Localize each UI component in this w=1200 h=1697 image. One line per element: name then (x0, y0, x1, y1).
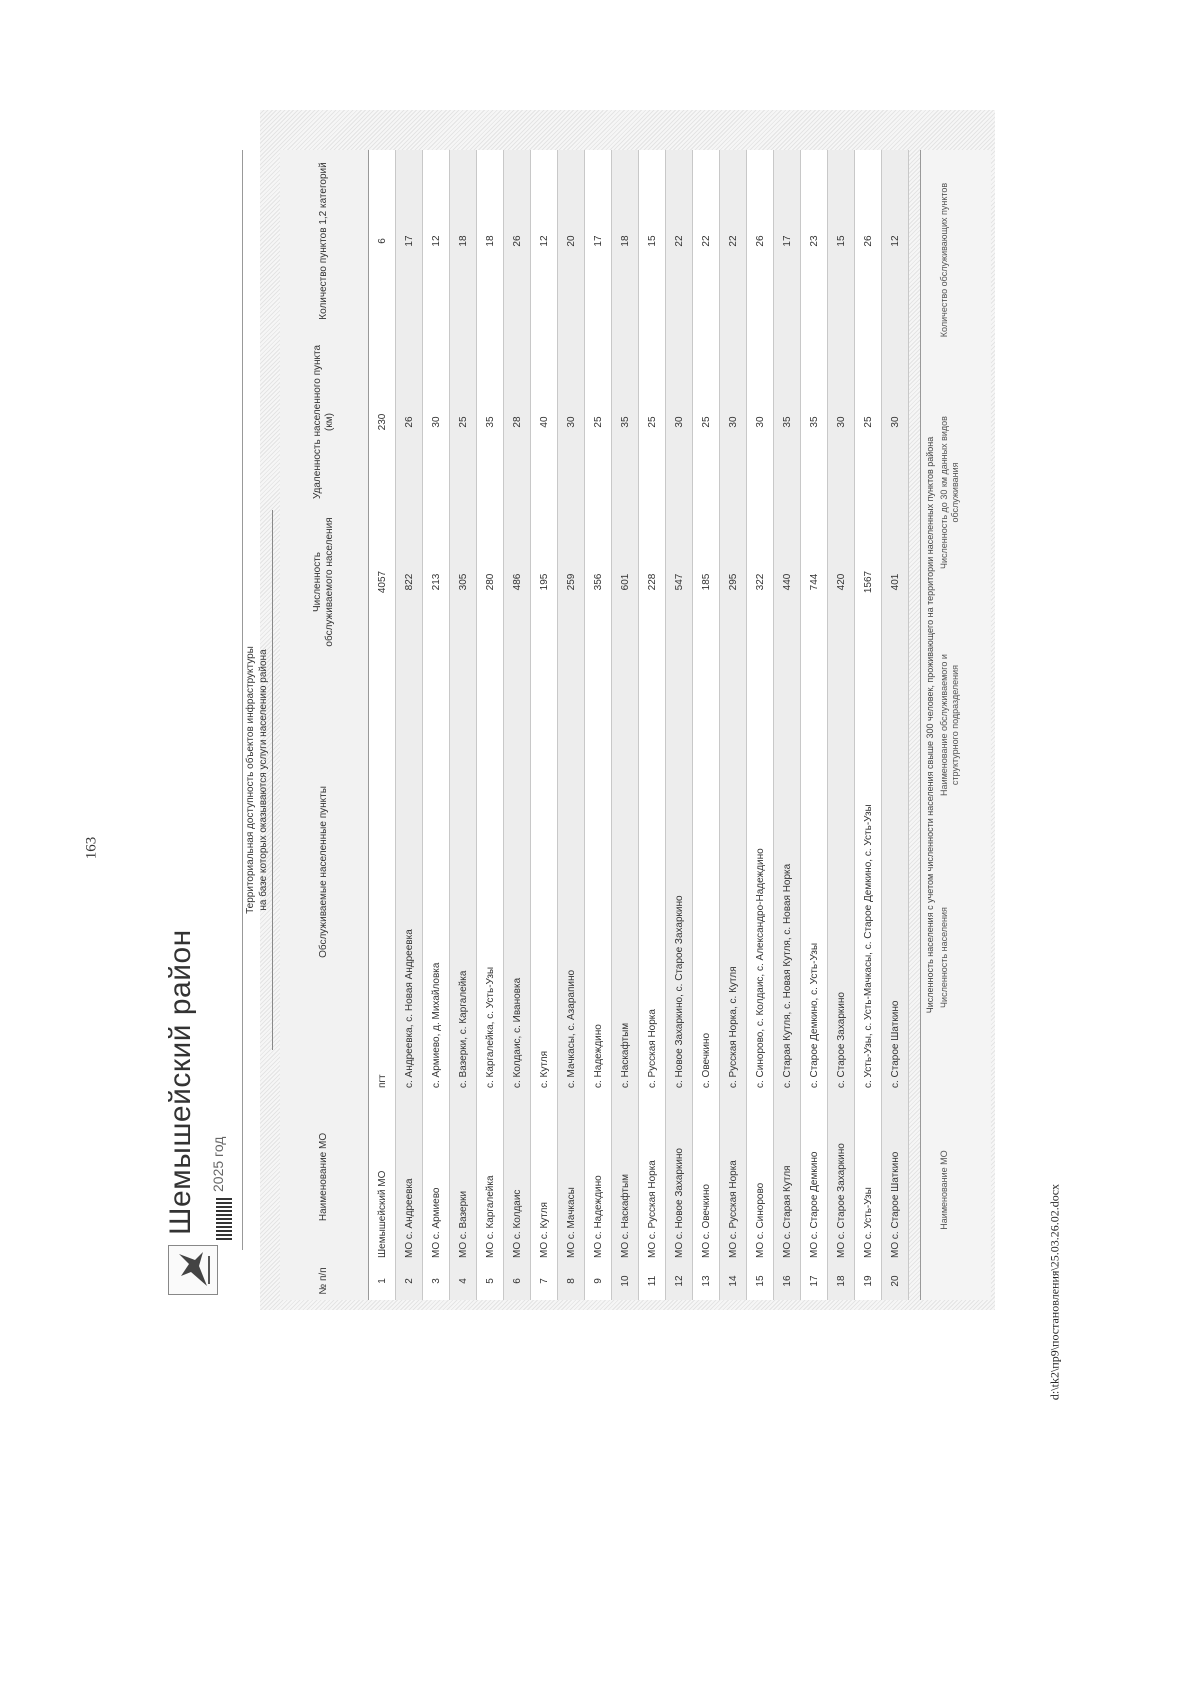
table-row (828, 150, 855, 1300)
cell-distance: 230 (376, 413, 388, 431)
cell-municipality: МО с. Мачкасы (565, 1187, 577, 1258)
cell-settlements: с. Старое Шаткино (889, 1000, 901, 1088)
cell-population: 440 (781, 573, 793, 591)
col-header-num: № п/п (318, 1267, 329, 1295)
cell-distance: 30 (754, 416, 766, 428)
caption-line-1: Территориальная доступность объектов инфраструктуры (245, 646, 256, 914)
table-row (666, 150, 693, 1300)
cell-population: 228 (646, 573, 658, 591)
col-header-settlements: Обслуживаемые населенные пункты (318, 786, 329, 958)
cell-num: 15 (754, 1275, 766, 1287)
cell-population: 601 (619, 573, 631, 591)
table-row (477, 150, 504, 1300)
footnote: Численность населения с учетом численности населения свыше 300 человек, проживающего на территории населенных пунктов района (925, 436, 935, 1014)
cell-num: 18 (835, 1275, 847, 1287)
cell-municipality: МО с. Каргалейка (484, 1175, 496, 1258)
cell-num: 14 (727, 1275, 739, 1287)
cell-distance: 25 (646, 416, 658, 428)
cell-distance: 25 (592, 416, 604, 428)
legend-item: Численность населения (939, 907, 949, 1008)
cell-settlements: с. Мачкасы, с. Азарапино (565, 969, 577, 1088)
cell-population: 4057 (376, 570, 388, 594)
sheet-header (150, 110, 269, 1310)
cell-municipality: МО с. Армиево (430, 1187, 442, 1258)
cell-municipality: МО с. Овечкино (700, 1184, 712, 1258)
cell-distance: 30 (430, 416, 442, 428)
cell-num: 6 (511, 1278, 523, 1284)
table-row (396, 150, 423, 1300)
district-logo-icon (168, 1245, 218, 1295)
cell-population: 305 (457, 573, 469, 591)
cell-distance: 30 (565, 416, 577, 428)
cell-municipality: МО с. Старая Кутля (781, 1165, 793, 1258)
cell-settlements: с. Русская Норка (646, 1009, 658, 1088)
caption-divider (272, 510, 273, 1050)
cell-extra: 22 (700, 235, 712, 247)
cell-settlements: с. Армиево, д. Михайловка (430, 962, 442, 1088)
table-body (369, 150, 909, 1300)
cell-population: 280 (484, 573, 496, 591)
header-divider (242, 150, 243, 1250)
cell-municipality: МО с. Наскафтым (619, 1173, 631, 1258)
scanned-sheet (150, 110, 995, 1310)
cell-distance: 28 (511, 416, 523, 428)
cell-population: 356 (592, 573, 604, 591)
table-caption (244, 510, 270, 1050)
cell-settlements: с. Русская Норка, с. Кутля (727, 966, 739, 1088)
district-title: Шемышейский район (164, 929, 197, 1235)
cell-num: 3 (430, 1278, 442, 1284)
cell-extra: 17 (403, 235, 415, 247)
cell-municipality: Шемышейский МО (376, 1170, 388, 1258)
cell-population: 744 (808, 573, 820, 591)
cell-distance: 30 (673, 416, 685, 428)
cell-settlements: с. Синорово, с. Колдаис, с. Александро-Надеждино (754, 848, 766, 1088)
file-path: d:\tk2\пр9\постановления\25.03.26.02.docx (1047, 1183, 1062, 1401)
cell-population: 547 (673, 573, 685, 591)
cell-settlements: с. Колдаис, с. Ивановка (511, 977, 523, 1088)
cell-settlements: пгт (376, 1074, 388, 1088)
col-header-population: Численность обслуживаемого населения (312, 517, 335, 647)
cell-distance: 26 (403, 416, 415, 428)
cell-settlements: с. Овечкино (700, 1032, 712, 1088)
cell-num: 8 (565, 1278, 577, 1284)
cell-extra: 12 (538, 235, 550, 247)
table-row (450, 150, 477, 1300)
table-row (585, 150, 612, 1300)
cell-municipality: МО с. Усть-Узы (862, 1187, 874, 1258)
cell-population: 295 (727, 573, 739, 591)
table-row (504, 150, 531, 1300)
cell-distance: 30 (889, 416, 901, 428)
data-table (280, 150, 909, 1300)
cell-extra: 15 (646, 235, 658, 247)
cell-extra: 12 (430, 235, 442, 247)
cell-extra: 18 (484, 235, 496, 247)
table-row (774, 150, 801, 1300)
cell-municipality: МО с. Андреевка (403, 1178, 415, 1258)
cell-extra: 22 (673, 235, 685, 247)
cell-extra: 15 (835, 235, 847, 247)
scanned-sheet-area (150, 110, 995, 1310)
cell-municipality: МО с. Кутля (538, 1202, 550, 1258)
cell-population: 213 (430, 573, 442, 591)
cell-distance: 35 (808, 416, 820, 428)
table-row (531, 150, 558, 1300)
cell-settlements: с. Новое Захаркино, с. Старое Захаркино (673, 895, 685, 1088)
cell-extra: 26 (862, 235, 874, 247)
cell-municipality: МО с. Старое Захаркино (835, 1143, 847, 1258)
cell-population: 195 (538, 573, 550, 591)
cell-num: 9 (592, 1278, 604, 1284)
cell-distance: 35 (484, 416, 496, 428)
cell-num: 20 (889, 1275, 901, 1287)
legend-item: Количество обслуживающих пунктов (939, 182, 949, 338)
cell-population: 420 (835, 573, 847, 591)
cell-population: 259 (565, 573, 577, 591)
cell-distance: 35 (781, 416, 793, 428)
cell-municipality: МО с. Старое Шаткино (889, 1151, 901, 1258)
cell-num: 5 (484, 1278, 496, 1284)
table-row (558, 150, 585, 1300)
cell-settlements: с. Андреевка, с. Новая Андреевка (403, 929, 415, 1088)
cell-num: 12 (673, 1275, 685, 1287)
cell-num: 16 (781, 1275, 793, 1287)
header-stripe (216, 1198, 232, 1240)
cell-distance: 30 (835, 416, 847, 428)
cell-distance: 25 (862, 416, 874, 428)
table-footer (920, 150, 991, 1300)
table-row (639, 150, 666, 1300)
cell-population: 401 (889, 573, 901, 591)
table-header-row (280, 150, 369, 1300)
legend-item: Наименование обслуживаемого и структурного подразделения (939, 654, 960, 796)
cell-distance: 25 (457, 416, 469, 428)
cell-municipality: МО с. Старое Демкино (808, 1151, 820, 1258)
cell-settlements: с. Старое Демкино, с. Усть-Узы (808, 942, 820, 1088)
cell-extra: 26 (754, 235, 766, 247)
table-row (720, 150, 747, 1300)
cell-distance: 30 (727, 416, 739, 428)
cell-settlements: с. Старое Захаркино (835, 992, 847, 1088)
cell-municipality: МО с. Новое Захаркино (673, 1148, 685, 1258)
cell-extra: 18 (619, 235, 631, 247)
cell-settlements: с. Старая Кутля, с. Новая Кутля, с. Новая Норка (781, 863, 793, 1088)
cell-population: 185 (700, 573, 712, 591)
cell-extra: 12 (889, 235, 901, 247)
cell-municipality: МО с. Колдаис (511, 1189, 523, 1258)
cell-municipality: МО с. Вазерки (457, 1190, 469, 1258)
cell-extra: 6 (376, 238, 388, 244)
legend-item: Численность до 30 км данных видов обслуживания (939, 416, 960, 569)
col-header-distance: Удаленность населенного пункта (км) (312, 344, 335, 500)
cell-num: 13 (700, 1275, 712, 1287)
cell-municipality: МО с. Русская Норка (646, 1160, 658, 1258)
page-number: 163 (83, 836, 100, 860)
col-header-municipality: Наименование МО (318, 1132, 329, 1222)
cell-num: 2 (403, 1278, 415, 1284)
cell-extra: 23 (808, 235, 820, 247)
cell-settlements: с. Вазерки, с. Каргалейка (457, 970, 469, 1088)
cell-population: 1567 (862, 570, 874, 594)
col-header-extra: Количество пунктов 1,2 категорий (318, 162, 329, 320)
cell-extra: 26 (511, 235, 523, 247)
cell-settlements: с. Каргалейка, с. Усть-Узы (484, 966, 496, 1088)
cell-extra: 17 (781, 235, 793, 247)
cell-municipality: МО с. Русская Норка (727, 1160, 739, 1258)
cell-settlements: с. Надеждино (592, 1024, 604, 1088)
report-year: 2025 год (210, 1136, 226, 1192)
cell-distance: 25 (700, 416, 712, 428)
table-row (369, 150, 396, 1300)
table-row (747, 150, 774, 1300)
legend-row (939, 150, 961, 1300)
cell-settlements: с. Наскафтым (619, 1022, 631, 1088)
table-row (693, 150, 720, 1300)
cell-num: 11 (646, 1275, 658, 1287)
cell-num: 1 (376, 1278, 388, 1284)
cell-population: 822 (403, 573, 415, 591)
cell-population: 486 (511, 573, 523, 591)
cell-num: 4 (457, 1278, 469, 1284)
cell-num: 10 (619, 1275, 631, 1287)
table-row (855, 150, 882, 1300)
cell-extra: 20 (565, 235, 577, 247)
table-row (423, 150, 450, 1300)
caption-line-2: на базе которых оказываются услуги населению района (258, 649, 269, 911)
cell-settlements: с. Кутля (538, 1051, 550, 1088)
cell-extra: 18 (457, 235, 469, 247)
legend-item: Наименование МО (939, 1150, 949, 1230)
table-row (612, 150, 639, 1300)
cell-distance: 35 (619, 416, 631, 428)
cell-extra: 17 (592, 235, 604, 247)
cell-num: 7 (538, 1278, 550, 1284)
cell-settlements: с. Усть-Узы, с. Усть-Мачкасы, с. Старое Демкино, с. Усть-Узы (862, 804, 874, 1088)
cell-distance: 40 (538, 416, 550, 428)
table-row (801, 150, 828, 1300)
cell-num: 17 (808, 1275, 820, 1287)
cell-num: 19 (862, 1275, 874, 1287)
cell-extra: 22 (727, 235, 739, 247)
table-row (882, 150, 909, 1300)
cell-population: 322 (754, 573, 766, 591)
cell-municipality: МО с. Надеждино (592, 1175, 604, 1258)
cell-municipality: МО с. Синорово (754, 1182, 766, 1258)
